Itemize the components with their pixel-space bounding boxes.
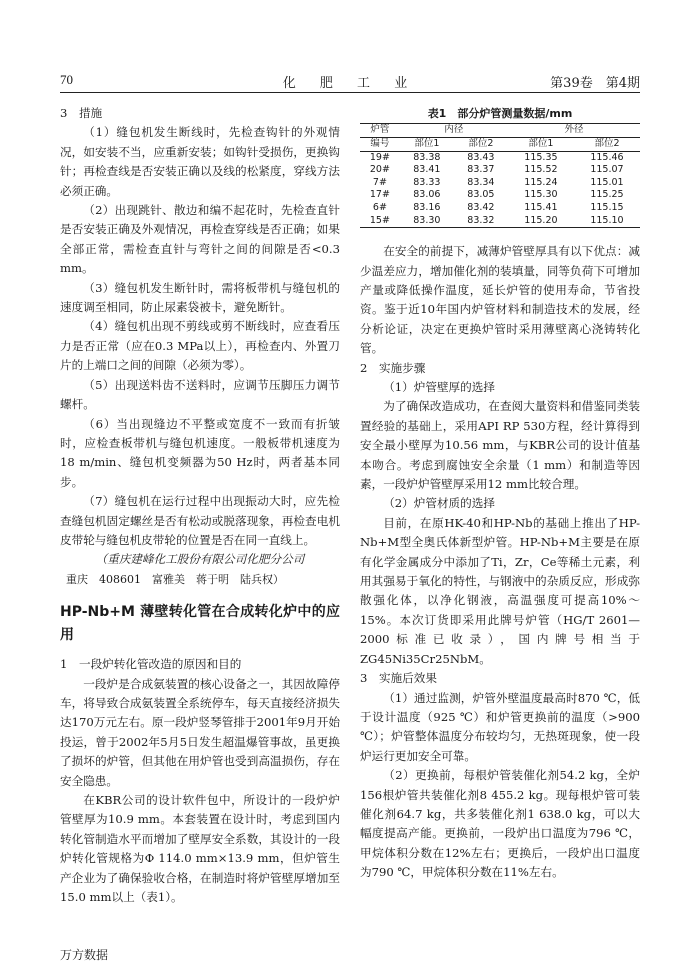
paragraph: 一段炉是合成氨装置的核心设备之一，其因故障停车，将导致合成氨装置全系统停车，每天直接经济损失达170万元左右。原一段炉竖琴管排于2001年9月开始投运，曾于2002年5月5日发生超温爆管事故，虽更换了损坏的炉管，但其他在用炉管也受到高温损伤，存在安全隐患。 bbox=[60, 676, 340, 788]
table-caption: 表1 部分炉管测量数据/mm bbox=[427, 107, 573, 120]
table-cell: 83.33 bbox=[413, 176, 441, 188]
table-cell: 115.41 bbox=[524, 201, 558, 213]
paragraph: （4）缝包机出现不剪线或剪不断线时，应查看压力是否正常（应在0.3 MPa以上），再检查内、外置刀片的上端口之间的间隙（必须为零）。 bbox=[60, 319, 340, 373]
paragraph: 在KBR公司的设计软件包中，所设计的一段炉炉管壁厚为10.9 mm。本套装置在设计时，考虑到国内转化管制造水平而增加了壁厚安全系数，其设计的一段炉转化管规格为Φ 114.0 mm×13.9 mm，但炉管生产企业为了确保验收合格，在制造时将炉管壁厚增加至15.0 mm以上（表1）。 bbox=[60, 793, 340, 905]
section-3-heading: 3 措施 bbox=[60, 106, 103, 120]
paragraph: 在安全的前提下，减薄炉管壁厚具有以下优点：减少温差应力，增加催化剂的装填量，同等负荷下可增加产量或降低操作温度，延长炉管的使用寿命，节省投资。鉴于近10年国内炉管材料和制造技术的发展，经分析论证，决定在更换炉管时采用薄壁离心浇铸转化管。 bbox=[360, 244, 640, 356]
spacer bbox=[360, 228, 640, 242]
table-cell: 83.05 bbox=[467, 189, 495, 201]
paragraph: 为了确保改造成功，在查阅大量资料和借鉴同类装置经验的基础上，采用API RP 530方程，经计算得到安全最小壁厚为10.56 mm，与KBR公司的设计值基本吻合。考虑到腐蚀安全余量（1 mm）和制造等因素，一段炉炉管壁厚采用12 mm比较合理。 bbox=[360, 399, 640, 492]
paragraph: 目前，在原HK-40和HP-Nb的基础上推出了HP-Nb+M型全奥氏体新型炉管。HP-Nb+M主要是在原有化学金属成分中添加了Ti，Zr，Ce等稀土元素，利用其强易于氧化的特性，与钢液中的杂质反应，形成弥散强化体，以净化钢液，高温强度可提高10%～15%。本次订货即采用此牌号炉管（HG/T 2601—2000标准已收录），国内牌号相当于ZG45Ni35Cr25NbM。 bbox=[360, 515, 640, 666]
table-cell: 20# bbox=[369, 164, 390, 176]
affiliation: （重庆建峰化工股份有限公司化肥分公司 bbox=[95, 552, 305, 567]
table-cell: 83.37 bbox=[467, 164, 495, 176]
table-header: 炉管 bbox=[360, 124, 400, 138]
table-cell: 115.35 bbox=[524, 151, 558, 163]
table-header: 部位1 bbox=[400, 138, 454, 152]
table-cell: 115.01 bbox=[590, 176, 624, 188]
volume-issue: 第39卷 第4期 bbox=[550, 76, 640, 91]
subheading: （2）炉管材质的选择 bbox=[383, 496, 495, 511]
table-header: 部位1 bbox=[508, 138, 574, 152]
table-cell: 7# bbox=[372, 176, 387, 188]
measurement-table bbox=[360, 123, 640, 228]
paragraph: （7）缝包机在运行过程中出现振动大时，应先检查缝包机固定螺丝是否有松动或脱落现象，再检查电机皮带轮与缝包机皮带轮的位置是否在同一直线上。 bbox=[60, 494, 340, 547]
left-column bbox=[60, 104, 340, 907]
table-cell: 115.46 bbox=[590, 151, 624, 163]
table-header: 部位2 bbox=[574, 138, 640, 152]
page-header bbox=[60, 70, 640, 93]
table-row bbox=[360, 177, 640, 190]
table-cell: 115.10 bbox=[574, 215, 640, 228]
paragraph: （6）当出现缝边不平整或宽度不一致而有折皱时，应检查板带机与缝包机速度。一般板带机速度为18 m/min、缝包机变频器为50 Hz时，两者基本同步。 bbox=[60, 416, 340, 489]
table-header: 外径 bbox=[508, 124, 640, 138]
page-number: 70 bbox=[60, 72, 73, 87]
paragraph: （3）缝包机发生断针时，需将板带机与缝包机的速度调至相同，防止尿素袋被卡，避免断针。 bbox=[60, 280, 340, 315]
table-row bbox=[360, 164, 640, 177]
paragraph: （2）更换前，每根炉管装催化剂54.2 kg，全炉156根炉管共装催化剂8 455.2 kg。现每根炉管可装催化剂64.7 kg，共多装催化剂1 638.0 kg，可以大幅度提高产能。更换前，一段炉出口温度为796 ℃，甲烷体积分数在12%左右；更换后，一段炉出口温度为790 ℃，甲烷体积分数在11%左右。 bbox=[360, 768, 640, 880]
table-cell: 83.34 bbox=[467, 176, 495, 188]
table-header: 编号 bbox=[360, 138, 400, 152]
table-cell: 83.41 bbox=[413, 164, 441, 176]
table-cell: 115.20 bbox=[508, 215, 574, 228]
section-2-heading: 2 实施步骤 bbox=[360, 360, 426, 375]
paragraph: （1）通过监测，炉管外壁温度最高时870 ℃，低于设计温度（925 ℃）和炉管更换前的温度（>900 ℃）；炉管整体温度分布较均匀，无热斑现象，使一段炉运行更加安全可靠。 bbox=[360, 690, 640, 763]
table-cell: 17# bbox=[369, 189, 390, 201]
table-row bbox=[360, 151, 640, 164]
table-cell: 115.15 bbox=[590, 201, 624, 213]
table-cell: 83.43 bbox=[467, 151, 495, 163]
table-cell: 83.38 bbox=[413, 151, 441, 163]
paragraph: （2）出现跳针、散边和编不起花时，先检查直针是否安装正确及外观情况，再检查穿线是否正确；如果全部正常，需检查直针与弯针之间的间隙是否<0.3 mm。 bbox=[60, 203, 340, 276]
journal-name: 化 肥 工 业 bbox=[282, 76, 418, 91]
table-cell: 6# bbox=[372, 201, 387, 213]
table-cell: 83.42 bbox=[467, 201, 495, 213]
table-cell: 115.52 bbox=[524, 164, 558, 176]
section-1-heading: 1 一段炉转化管改造的原因和目的 bbox=[60, 657, 242, 672]
paragraph: （1）缝包机发生断线时，先检查钩针的外观情况，如安装不当，应重新安装；如钩针受损伤，更换钩针；再检查线是否安装正确以及线的松紧度，穿线方法必须正确。 bbox=[60, 125, 340, 198]
article-title: HP-Nb+M 薄壁转化管在合成转化炉中的应用 bbox=[60, 604, 340, 644]
table-cell: 83.06 bbox=[413, 189, 441, 201]
table-cell: 115.30 bbox=[524, 189, 558, 201]
table-row bbox=[360, 215, 640, 228]
table-cell: 83.32 bbox=[454, 215, 508, 228]
table-cell: 115.07 bbox=[590, 164, 624, 176]
table-cell: 19# bbox=[369, 151, 390, 163]
watermark: 万方数据 bbox=[60, 948, 109, 962]
table-cell: 83.30 bbox=[400, 215, 454, 228]
subheading: （1）炉管壁厚的选择 bbox=[383, 380, 495, 394]
table-row bbox=[360, 202, 640, 215]
authors: 重庆 408601 富雅美 蒋于明 陆兵权） bbox=[66, 572, 284, 586]
table-cell: 115.24 bbox=[524, 176, 558, 188]
table-cell: 115.25 bbox=[590, 189, 624, 201]
table-header: 内径 bbox=[400, 124, 508, 138]
table-cell: 15# bbox=[360, 215, 400, 228]
table-cell: 83.16 bbox=[413, 201, 441, 213]
paragraph: （5）出现送料齿不送料时，应调节压脚压力调节螺杆。 bbox=[60, 377, 340, 412]
table-row bbox=[360, 189, 640, 202]
table-header: 部位2 bbox=[454, 138, 508, 152]
right-column bbox=[360, 104, 640, 883]
section-3-heading: 3 实施后效果 bbox=[360, 671, 437, 686]
